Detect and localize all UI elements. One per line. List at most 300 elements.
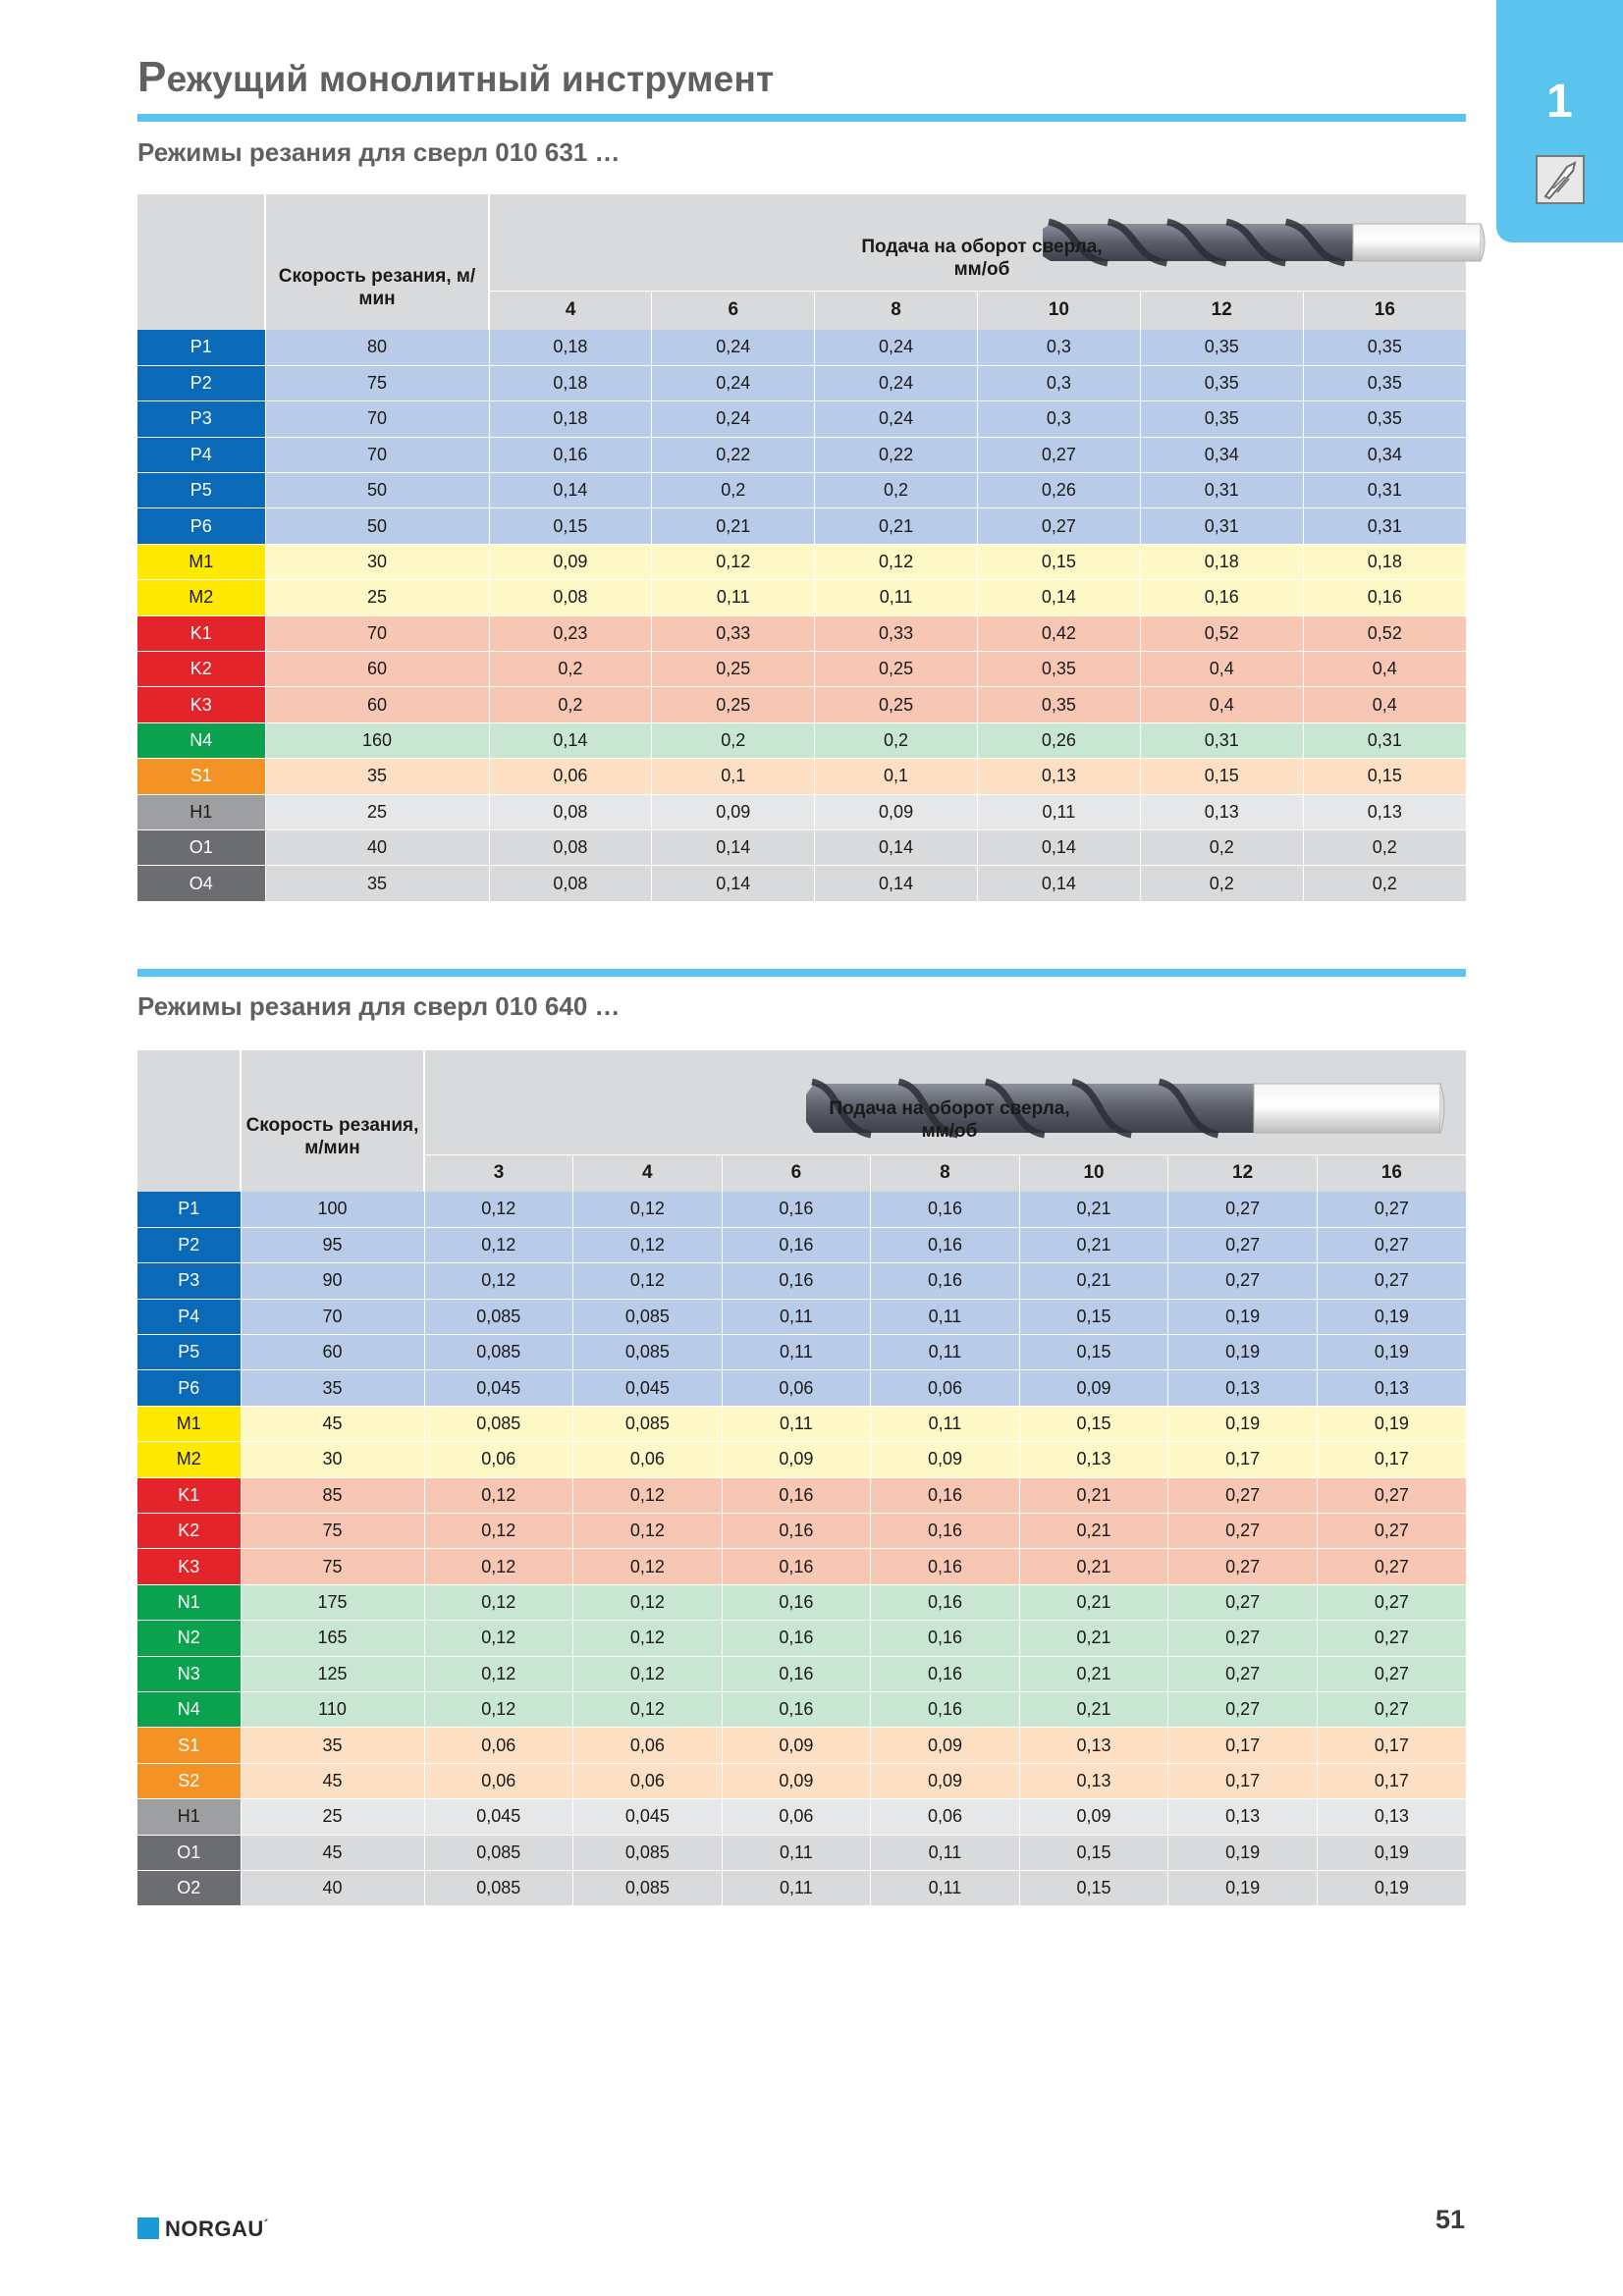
material-code: M1 (137, 544, 265, 579)
feed-value: 0,15 (1019, 1406, 1168, 1441)
feed-value: 0,31 (1303, 722, 1466, 758)
feed-value: 0,12 (424, 1549, 573, 1584)
feed-value: 0,1 (652, 759, 815, 794)
speed-value: 75 (241, 1549, 424, 1584)
speed-value: 70 (265, 437, 489, 472)
feed-value: 0,045 (573, 1799, 723, 1835)
table-row (137, 1514, 1466, 1549)
speed-value: 80 (265, 330, 489, 365)
feed-value: 0,18 (489, 401, 652, 437)
feed-value: 0,2 (1140, 866, 1303, 901)
feed-value: 0,31 (1140, 473, 1303, 508)
speed-value: 70 (265, 401, 489, 437)
table-row (137, 365, 1466, 400)
feed-value: 0,09 (871, 1763, 1020, 1798)
feed-value: 0,4 (1303, 652, 1466, 687)
feed-value: 0,1 (815, 759, 978, 794)
diameter-header: 16 (1303, 291, 1466, 330)
feed-value: 0,19 (1168, 1299, 1318, 1334)
feed-value: 0,25 (652, 687, 815, 722)
feed-value: 0,24 (815, 330, 978, 365)
feed-value: 0,35 (1140, 401, 1303, 437)
material-code: P4 (137, 437, 265, 472)
feed-value: 0,12 (573, 1477, 723, 1513)
table-row (137, 1370, 1466, 1406)
feed-value: 0,16 (489, 437, 652, 472)
feed-value: 0,13 (1019, 1442, 1168, 1477)
feed-value: 0,11 (871, 1335, 1020, 1370)
speed-value: 90 (241, 1263, 424, 1299)
speed-value: 45 (241, 1835, 424, 1870)
feed-value: 0,31 (1140, 508, 1303, 544)
feed-value: 0,21 (652, 508, 815, 544)
material-code: O1 (137, 829, 265, 865)
feed-value: 0,27 (1317, 1621, 1466, 1656)
material-code: K3 (137, 687, 265, 722)
feed-value: 0,15 (1019, 1335, 1168, 1370)
feed-value: 0,18 (489, 365, 652, 400)
feed-value: 0,06 (424, 1763, 573, 1798)
feed-value: 0,2 (1303, 866, 1466, 901)
feed-value: 0,085 (573, 1870, 723, 1905)
feed-value: 0,06 (722, 1370, 871, 1406)
feed-value: 0,42 (977, 615, 1140, 651)
speed-value: 50 (265, 473, 489, 508)
feed-value: 0,12 (424, 1691, 573, 1727)
feed-value: 0,13 (1019, 1728, 1168, 1763)
feed-value: 0,11 (722, 1299, 871, 1334)
feed-value: 0,21 (1019, 1549, 1168, 1584)
table-row (137, 866, 1466, 901)
feed-value: 0,06 (573, 1728, 723, 1763)
speed-value: 60 (241, 1335, 424, 1370)
material-code: O4 (137, 866, 265, 901)
material-code: P5 (137, 473, 265, 508)
table-row (137, 1549, 1466, 1584)
feed-value: 0,06 (424, 1442, 573, 1477)
table-row (137, 473, 1466, 508)
diameter-header: 8 (815, 291, 978, 330)
feed-value: 0,16 (1303, 580, 1466, 615)
feed-value: 0,35 (1140, 365, 1303, 400)
feed-value: 0,06 (489, 759, 652, 794)
feed-value: 0,085 (573, 1835, 723, 1870)
feed-value: 0,21 (1019, 1691, 1168, 1727)
feed-value: 0,15 (1303, 759, 1466, 794)
feed-value: 0,12 (573, 1584, 723, 1620)
material-code: S1 (137, 1728, 241, 1763)
feed-value: 0,17 (1317, 1728, 1466, 1763)
feed-value: 0,27 (1317, 1477, 1466, 1513)
table-row (137, 1442, 1466, 1477)
feed-value: 0,2 (1140, 829, 1303, 865)
diameter-header: 10 (977, 291, 1140, 330)
table-row (137, 1799, 1466, 1835)
speed-value: 85 (241, 1477, 424, 1513)
material-code: O2 (137, 1870, 241, 1905)
feed-value: 0,25 (815, 687, 978, 722)
feed-value: 0,15 (1019, 1835, 1168, 1870)
feed-value: 0,27 (1168, 1691, 1318, 1727)
speed-value: 110 (241, 1691, 424, 1727)
feed-value: 0,33 (815, 615, 978, 651)
feed-value: 0,085 (573, 1406, 723, 1441)
feed-value: 0,16 (871, 1227, 1020, 1262)
feed-value: 0,16 (871, 1656, 1020, 1691)
feed-value: 0,27 (1317, 1263, 1466, 1299)
feed-value: 0,27 (1168, 1656, 1318, 1691)
feed-value: 0,34 (1303, 437, 1466, 472)
table-row (137, 829, 1466, 865)
feed-value: 0,3 (977, 330, 1140, 365)
feed-value: 0,27 (1317, 1549, 1466, 1584)
speed-value: 25 (241, 1799, 424, 1835)
speed-header: Скорость резания, м/мин (241, 1050, 424, 1192)
feed-value: 0,24 (652, 401, 815, 437)
feed-value: 0,34 (1140, 437, 1303, 472)
feed-value: 0,16 (722, 1584, 871, 1620)
material-code: P5 (137, 1335, 241, 1370)
feed-value: 0,045 (424, 1799, 573, 1835)
speed-value: 75 (265, 365, 489, 400)
feed-value: 0,2 (1303, 829, 1466, 865)
feed-value: 0,16 (722, 1656, 871, 1691)
feed-value: 0,35 (1303, 330, 1466, 365)
feed-value: 0,21 (1019, 1263, 1168, 1299)
feed-value: 0,2 (489, 652, 652, 687)
feed-value: 0,12 (573, 1263, 723, 1299)
feed-value: 0,27 (1317, 1656, 1466, 1691)
speed-value: 95 (241, 1227, 424, 1262)
table-row (137, 1763, 1466, 1798)
feed-value: 0,27 (1168, 1477, 1318, 1513)
feed-value: 0,52 (1140, 615, 1303, 651)
table-row (137, 1335, 1466, 1370)
feed-value: 0,12 (815, 544, 978, 579)
feed-value: 0,12 (424, 1477, 573, 1513)
speed-value: 160 (265, 722, 489, 758)
feed-value: 0,09 (815, 794, 978, 829)
diameter-header: 16 (1317, 1154, 1466, 1192)
table-row (137, 437, 1466, 472)
feed-value: 0,27 (1317, 1192, 1466, 1227)
material-code: K3 (137, 1549, 241, 1584)
feed-value: 0,52 (1303, 615, 1466, 651)
feed-value: 0,27 (1317, 1584, 1466, 1620)
feed-value: 0,27 (1317, 1227, 1466, 1262)
feed-value: 0,12 (573, 1514, 723, 1549)
feed-value: 0,16 (722, 1549, 871, 1584)
table-row (137, 1406, 1466, 1441)
feed-value: 0,35 (1303, 401, 1466, 437)
diameter-header: 12 (1168, 1154, 1318, 1192)
chapter-number: 1 (1546, 76, 1573, 128)
feed-value: 0,33 (652, 615, 815, 651)
feed-value: 0,12 (424, 1584, 573, 1620)
section-title-010-640: Режимы резания для сверл 010 640 … (137, 991, 621, 1021)
feed-value: 0,12 (424, 1656, 573, 1691)
feed-value: 0,11 (722, 1835, 871, 1870)
speed-value: 35 (265, 866, 489, 901)
speed-value: 70 (241, 1299, 424, 1334)
feed-value: 0,12 (424, 1621, 573, 1656)
feed-value: 0,19 (1168, 1835, 1318, 1870)
feed-value: 0,085 (424, 1835, 573, 1870)
material-code: P6 (137, 508, 265, 544)
speed-value: 165 (241, 1621, 424, 1656)
title-rule (137, 114, 1466, 122)
feed-value: 0,11 (871, 1835, 1020, 1870)
material-code: N1 (137, 1584, 241, 1620)
feed-value: 0,14 (652, 866, 815, 901)
feed-value: 0,13 (1168, 1799, 1318, 1835)
feed-value: 0,26 (977, 473, 1140, 508)
feed-value: 0,35 (1303, 365, 1466, 400)
table-row (137, 1870, 1466, 1905)
feed-value: 0,16 (871, 1514, 1020, 1549)
feed-value: 0,16 (871, 1584, 1020, 1620)
feed-value: 0,12 (573, 1691, 723, 1727)
speed-value: 45 (241, 1406, 424, 1441)
feed-value: 0,27 (977, 508, 1140, 544)
feed-value: 0,2 (652, 722, 815, 758)
material-code: N3 (137, 1656, 241, 1691)
material-code: N4 (137, 1691, 241, 1727)
diameter-header: 4 (573, 1154, 723, 1192)
feed-value: 0,09 (871, 1728, 1020, 1763)
feed-value: 0,19 (1168, 1870, 1318, 1905)
feed-value: 0,12 (424, 1227, 573, 1262)
feed-value: 0,17 (1168, 1763, 1318, 1798)
material-code: P2 (137, 365, 265, 400)
feed-value: 0,11 (871, 1406, 1020, 1441)
feed-value: 0,16 (722, 1477, 871, 1513)
feed-value: 0,15 (1019, 1299, 1168, 1334)
table-row (137, 615, 1466, 651)
table-row (137, 1263, 1466, 1299)
table-row (137, 722, 1466, 758)
material-code: H1 (137, 794, 265, 829)
feed-value: 0,14 (815, 866, 978, 901)
section-title-010-631: Режимы резания для сверл 010 631 … (137, 137, 621, 167)
feed-value: 0,06 (573, 1442, 723, 1477)
speed-value: 40 (241, 1870, 424, 1905)
feed-value: 0,4 (1303, 687, 1466, 722)
feed-value: 0,15 (489, 508, 652, 544)
feed-value: 0,31 (1303, 473, 1466, 508)
material-code: P1 (137, 1192, 241, 1227)
feed-value: 0,085 (424, 1299, 573, 1334)
feed-value: 0,13 (1019, 1763, 1168, 1798)
feed-value: 0,13 (1317, 1370, 1466, 1406)
feed-value: 0,35 (977, 687, 1140, 722)
speed-value: 40 (265, 829, 489, 865)
material-code: K1 (137, 615, 265, 651)
feed-value: 0,06 (722, 1799, 871, 1835)
feed-value: 0,21 (815, 508, 978, 544)
feed-value: 0,14 (489, 473, 652, 508)
speed-value: 25 (265, 794, 489, 829)
feed-value: 0,15 (1019, 1870, 1168, 1905)
feed-header-text: Подача на оборот сверла, мм/об (829, 1097, 1070, 1142)
material-code: M2 (137, 580, 265, 615)
feed-value: 0,35 (1140, 330, 1303, 365)
feed-value: 0,14 (977, 580, 1140, 615)
feed-value: 0,06 (871, 1799, 1020, 1835)
table-row (137, 401, 1466, 437)
feed-value: 0,27 (1168, 1584, 1318, 1620)
feed-value: 0,12 (573, 1227, 723, 1262)
feed-value: 0,16 (871, 1477, 1020, 1513)
speed-value: 70 (265, 615, 489, 651)
feed-value: 0,11 (871, 1299, 1020, 1334)
feed-value: 0,12 (652, 544, 815, 579)
feed-value: 0,12 (573, 1549, 723, 1584)
feed-value: 0,16 (722, 1227, 871, 1262)
feed-value: 0,14 (652, 829, 815, 865)
feed-value: 0,22 (652, 437, 815, 472)
feed-value: 0,045 (424, 1370, 573, 1406)
feed-value: 0,11 (722, 1870, 871, 1905)
page-number: 51 (1434, 2205, 1465, 2234)
feed-value: 0,12 (573, 1621, 723, 1656)
feed-value: 0,16 (871, 1691, 1020, 1727)
feed-value: 0,27 (1317, 1514, 1466, 1549)
material-code: N2 (137, 1621, 241, 1656)
speed-value: 35 (241, 1728, 424, 1763)
diameter-header: 10 (1019, 1154, 1168, 1192)
feed-value: 0,27 (1168, 1192, 1318, 1227)
feed-value: 0,09 (1019, 1799, 1168, 1835)
feed-value: 0,26 (977, 722, 1140, 758)
speed-value: 125 (241, 1656, 424, 1691)
feed-value: 0,085 (573, 1335, 723, 1370)
diameter-header: 4 (489, 291, 652, 330)
feed-value: 0,13 (977, 759, 1140, 794)
feed-value: 0,24 (815, 401, 978, 437)
feed-header-text: Подача на оборот сверла, мм/об (861, 236, 1103, 280)
feed-value: 0,11 (977, 794, 1140, 829)
material-code: S2 (137, 1763, 241, 1798)
speed-value: 100 (241, 1192, 424, 1227)
speed-header: Скорость резания, м/мин (265, 194, 489, 330)
feed-value: 0,2 (815, 473, 978, 508)
feed-value: 0,11 (722, 1406, 871, 1441)
feed-value: 0,16 (722, 1192, 871, 1227)
feed-value: 0,11 (722, 1335, 871, 1370)
diameter-header: 3 (424, 1154, 573, 1192)
feed-value: 0,4 (1140, 652, 1303, 687)
header-corner (137, 194, 265, 330)
table-row (137, 1656, 1466, 1691)
feed-value: 0,08 (489, 829, 652, 865)
feed-value: 0,18 (1140, 544, 1303, 579)
diameter-header: 6 (652, 291, 815, 330)
feed-value: 0,16 (722, 1263, 871, 1299)
speed-value: 30 (241, 1442, 424, 1477)
feed-value: 0,15 (977, 544, 1140, 579)
table-row (137, 1584, 1466, 1620)
speed-value: 60 (265, 687, 489, 722)
feed-value: 0,09 (871, 1442, 1020, 1477)
speed-value: 30 (265, 544, 489, 579)
material-code: N4 (137, 722, 265, 758)
feed-value: 0,22 (815, 437, 978, 472)
chapter-tab (1496, 0, 1623, 242)
feed-value: 0,12 (573, 1192, 723, 1227)
feed-value: 0,2 (489, 687, 652, 722)
feed-value: 0,19 (1168, 1335, 1318, 1370)
speed-value: 45 (241, 1763, 424, 1798)
feed-value: 0,085 (424, 1406, 573, 1441)
feed-value: 0,21 (1019, 1192, 1168, 1227)
feed-value: 0,085 (573, 1299, 723, 1334)
material-code: P3 (137, 401, 265, 437)
feed-value: 0,27 (1168, 1227, 1318, 1262)
feed-value: 0,09 (722, 1763, 871, 1798)
feed-value: 0,16 (871, 1192, 1020, 1227)
feed-value: 0,31 (1140, 722, 1303, 758)
feed-value: 0,045 (573, 1370, 723, 1406)
feed-value: 0,09 (722, 1728, 871, 1763)
material-code: P6 (137, 1370, 241, 1406)
table-row (137, 1192, 1466, 1227)
feed-value: 0,23 (489, 615, 652, 651)
feed-value: 0,24 (815, 365, 978, 400)
feed-value: 0,13 (1303, 794, 1466, 829)
feed-value: 0,21 (1019, 1227, 1168, 1262)
feed-value: 0,25 (652, 652, 815, 687)
feed-value: 0,18 (1303, 544, 1466, 579)
material-code: O1 (137, 1835, 241, 1870)
feed-value: 0,19 (1317, 1406, 1466, 1441)
diameter-header: 8 (871, 1154, 1020, 1192)
feed-value: 0,13 (1168, 1370, 1318, 1406)
feed-value: 0,14 (489, 722, 652, 758)
speed-value: 60 (265, 652, 489, 687)
feed-value: 0,08 (489, 580, 652, 615)
table-row (137, 652, 1466, 687)
feed-value: 0,17 (1168, 1728, 1318, 1763)
material-code: S1 (137, 759, 265, 794)
feed-value: 0,17 (1168, 1442, 1318, 1477)
feed-value: 0,24 (652, 365, 815, 400)
material-code: P2 (137, 1227, 241, 1262)
feed-value: 0,14 (815, 829, 978, 865)
feed-value: 0,16 (722, 1691, 871, 1727)
feed-value: 0,19 (1168, 1406, 1318, 1441)
material-code: M1 (137, 1406, 241, 1441)
table-row (137, 759, 1466, 794)
feed-value: 0,09 (489, 544, 652, 579)
feed-value: 0,085 (424, 1870, 573, 1905)
header-corner (137, 1050, 241, 1192)
table-row (137, 544, 1466, 579)
table-row (137, 508, 1466, 544)
feed-value: 0,06 (871, 1370, 1020, 1406)
feed-value: 0,16 (722, 1514, 871, 1549)
table-row (137, 1299, 1466, 1334)
diameter-header: 12 (1140, 291, 1303, 330)
feed-value: 0,11 (652, 580, 815, 615)
feed-value: 0,2 (815, 722, 978, 758)
feed-value: 0,17 (1317, 1763, 1466, 1798)
speed-value: 75 (241, 1514, 424, 1549)
feed-value: 0,3 (977, 365, 1140, 400)
feed-value: 0,16 (871, 1549, 1020, 1584)
feed-value: 0,24 (652, 330, 815, 365)
feed-value: 0,13 (1317, 1799, 1466, 1835)
